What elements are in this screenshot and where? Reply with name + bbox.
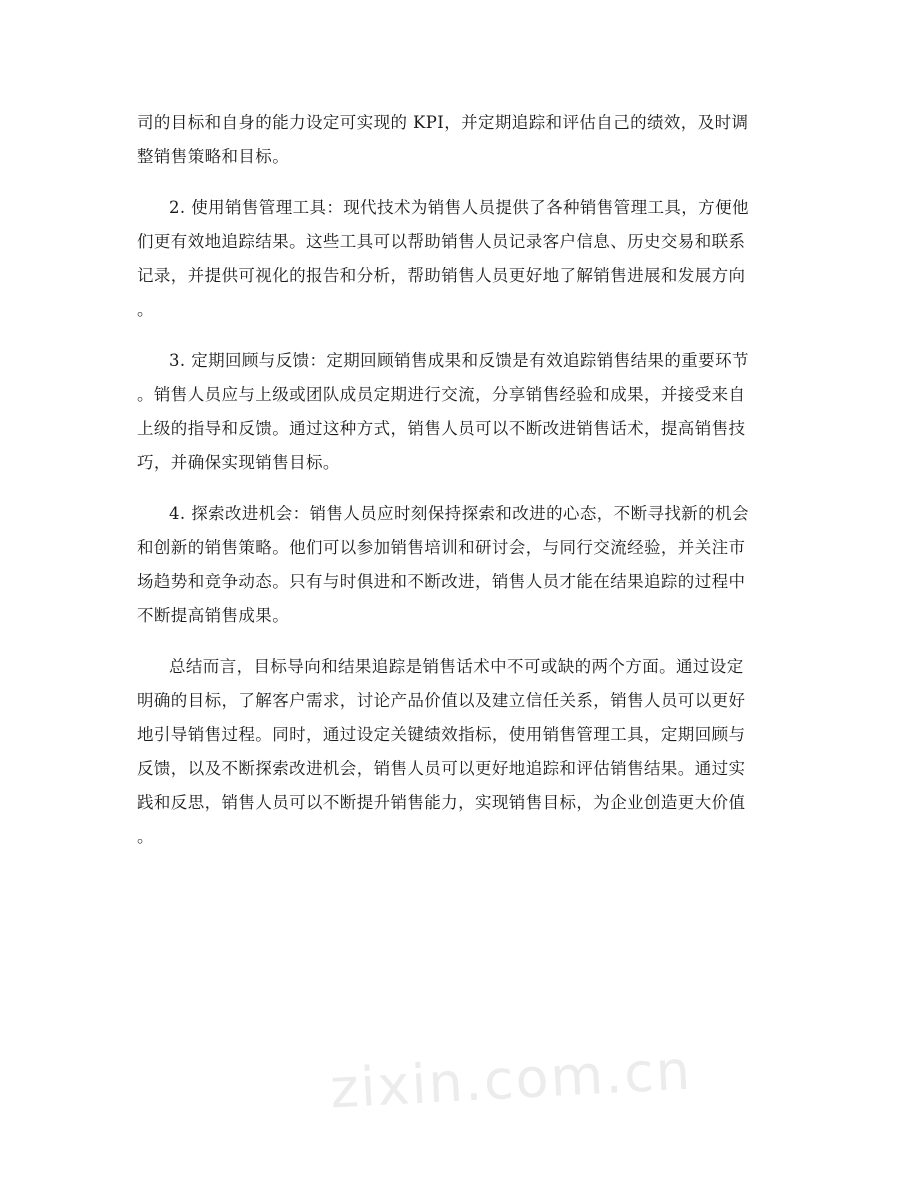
paragraph-5-line-4: 反馈，以及不断探索改进机会，销售人员可以更好地追踪和评估销售结果。通过实 (137, 759, 746, 778)
paragraph-5-line-1: 总结而言，目标导向和结果追踪是销售话术中不可或缺的两个方面。通过设定 (169, 657, 744, 676)
paragraph-5-line-2: 明确的目标，了解客户需求，讨论产品价值以及建立信任关系，销售人员可以更好 (137, 691, 746, 710)
paragraph-1-line-1: 司的目标和自身的能力设定可实现的 KPI，并定期追踪和评估自己的绩效，及时调 (137, 113, 749, 132)
paragraph-1-line-2: 整销售策略和目标。 (137, 147, 290, 166)
paragraph-2-line-1: 2. 使用销售管理工具：现代技术为销售人员提供了各种销售管理工具，方便他 (169, 198, 749, 217)
paragraph-3-line-3: 上级的指导和反馈。通过这种方式，销售人员可以不断改进销售话术，提高销售技 (137, 419, 746, 438)
paragraph-4-line-3: 场趋势和竞争动态。只有与时俱进和不断改进，销售人员才能在结果追踪的过程中 (137, 572, 746, 591)
paragraph-4-line-4: 不断提高销售成果。 (137, 606, 290, 625)
paragraph-5-line-5: 践和反思，销售人员可以不断提升销售能力，实现销售目标，为企业创造更大价值 (137, 793, 746, 812)
paragraph-2-line-2: 们更有效地追踪结果。这些工具可以帮助销售人员记录客户信息、历史交易和联系 (137, 232, 746, 251)
paragraph-4-line-1: 4. 探索改进机会：销售人员应时刻保持探索和改进的心态，不断寻找新的机会 (169, 504, 749, 523)
paragraph-2-line-3: 记录，并提供可视化的报告和分析，帮助销售人员更好地了解销售进展和发展方向 (137, 266, 746, 285)
paragraph-3-line-2: 。销售人员应与上级或团队成员定期进行交流，分享销售经验和成果，并接受来自 (137, 385, 746, 404)
watermark: zixin.com.cn (328, 1038, 694, 1121)
paragraph-2-line-4: 。 (137, 300, 154, 319)
paragraph-5-line-3: 地引导销售过程。同时，通过设定关键绩效指标，使用销售管理工具，定期回顾与 (137, 725, 746, 744)
paragraph-3-line-1: 3. 定期回顾与反馈：定期回顾销售成果和反馈是有效追踪销售结果的重要环节 (169, 351, 749, 370)
paragraph-5-line-6: 。 (137, 827, 154, 846)
paragraph-3-line-4: 巧，并确保实现销售目标。 (137, 453, 340, 472)
paragraph-4-line-2: 和创新的销售策略。他们可以参加销售培训和研讨会，与同行交流经验，并关注市 (137, 538, 746, 557)
